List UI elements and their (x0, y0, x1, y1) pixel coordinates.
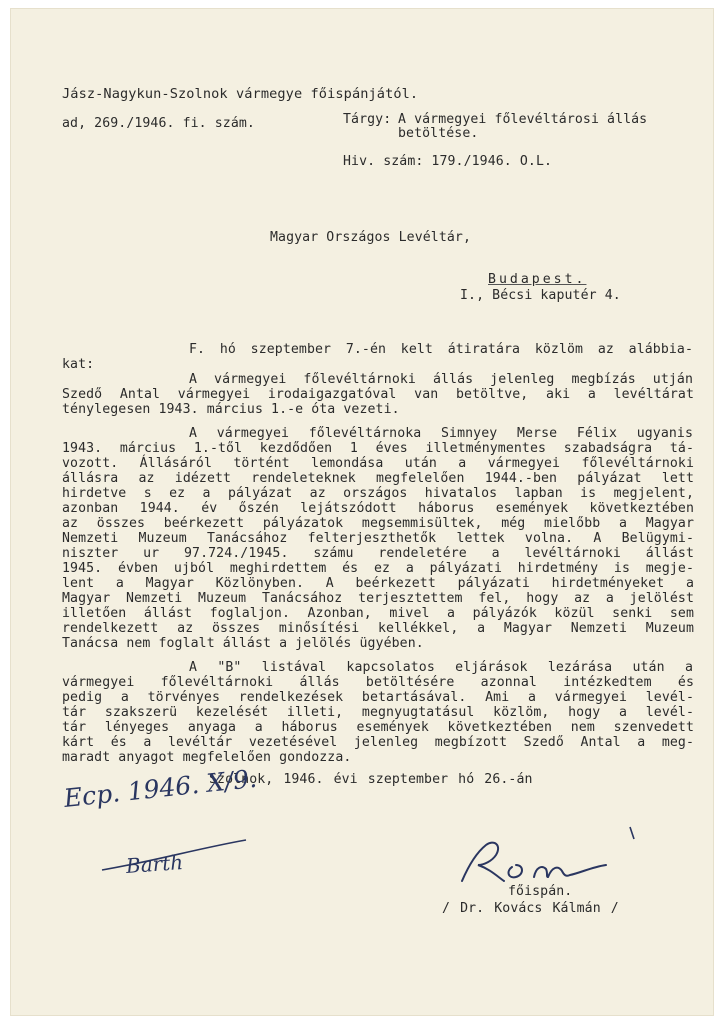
p3-line-11: lent a Magyar Közlönyben. A beérkezett pályázati hirdetményeket a (62, 576, 694, 591)
p3-line-15: Tanácsa nem foglalt állást a jelölés ügyében. (62, 636, 424, 651)
p3-line-8: Nemzeti Muzeum Tanácsához felterjeszthetők lettek volna. A Belügymi- (62, 531, 694, 546)
recipient-address: I., Bécsi kaputér 4. (460, 288, 621, 303)
closing-place-date: Szolnok, 1946. évi szeptember hó 26.-án (209, 772, 533, 787)
p3-line-9: niszter ur 97.724./1945. számu rendeletére a levéltárnoki állást (62, 546, 694, 561)
p4-line-4: tár szakszerü kezelését illeti, megnyugtatásul közlöm, hogy a levél- (62, 705, 694, 720)
subject-label: Tárgy: (343, 112, 392, 127)
p1-line-2: kat: (62, 357, 95, 372)
p4-line-7: maradt anyagot megfelelően gondozza. (62, 750, 352, 765)
p4-line-2: vármegyei főlevéltárnoki állás betöltésére azonnal intézkedtem és (62, 675, 694, 690)
p3-line-5: hirdetve s ez a pályázat az országos hivatalos lapban is megjelent, (62, 486, 694, 501)
p2-line-1: A vármegyei főlevéltárnoki állás jelenleg megbízás utján (189, 372, 693, 387)
p2-line-2: Szedő Antal vármegyei irodaigazgatóval van betöltve, aki a levéltárat (62, 387, 694, 402)
document-page (10, 8, 714, 1016)
p3-line-6: azonban 1944. év őszén lejátszódott háborus események következtében (62, 501, 694, 516)
reference-number: ad, 269./1946. fi. szám. (62, 116, 255, 131)
handwritten-note: Ecp. 1946. X/9. (62, 763, 259, 813)
recipient-city: Budapest. (488, 272, 587, 287)
p1-line-1: F. hó szeptember 7.-én kelt átiratára közlöm az alábbia- (189, 342, 693, 357)
hiv-szam: Hiv. szám: 179./1946. O.L. (343, 154, 553, 169)
signer-title: főispán. (508, 884, 573, 899)
subject-line-2: betöltése. (398, 126, 479, 141)
p3-line-4: állásra az idézett rendeleteknek megfelelően 1944.-ben pályázat lett (62, 471, 694, 486)
p4-line-5: tár lényeges anyaga a háborus események következtében nem szenvedett (62, 720, 694, 735)
recipient-name: Magyar Országos Levéltár, (270, 230, 471, 245)
p3-line-1: A vármegyei főlevéltárnoka Simnyey Merse Félix ugyanis (189, 426, 693, 441)
p4-line-3: pedig a törvényes rendelkezések betartásával. Ami a vármegyei levél- (62, 690, 694, 705)
p4-line-1: A "B" listával kapcsolatos eljárások lezárása után a (189, 660, 693, 675)
p3-line-14: rendelkezett az összes minősítési kellékkel, a Magyar Nemzeti Muzeum (62, 621, 694, 636)
p3-line-12: Magyar Nemzeti Muzeum Tanácsához terjesztettem fel, hogy az a jelölést (62, 591, 694, 606)
p3-line-10: 1945. évben ujból meghirdettem és ez a pályázati hirdetmény is megje- (62, 561, 694, 576)
p3-line-2: 1943. március 1.-től kezdődően 1 éves illetménymentes szabadságra tá- (62, 441, 694, 456)
signer-name: / Dr. Kovács Kálmán / (442, 901, 619, 916)
p2-line-3: ténylegesen 1943. március 1.-e óta vezeti. (62, 402, 400, 417)
handwritten-initials: Barth (125, 850, 184, 878)
issuer-line: Jász-Nagykun-Szolnok vármegye főispánjától. (62, 86, 419, 102)
subject-line-1: A vármegyei főlevéltárosi állás (398, 112, 648, 127)
p4-line-6: kárt és a levéltár vezetésével jelenleg megbízott Szedő Antal a meg- (62, 735, 694, 750)
p3-line-13: illetően állást foglaljon. Azonban, mivel a pályázók közül senki sem (62, 606, 694, 621)
p3-line-3: vozott. Állásáról történt lemondása után a vármegyei főlevéltárnoki (62, 456, 694, 471)
p3-line-7: az összes beérkezett pályázatok megsemmisültek, még mielőbb a Magyar (62, 516, 694, 531)
signature-scribble-icon (450, 823, 650, 893)
